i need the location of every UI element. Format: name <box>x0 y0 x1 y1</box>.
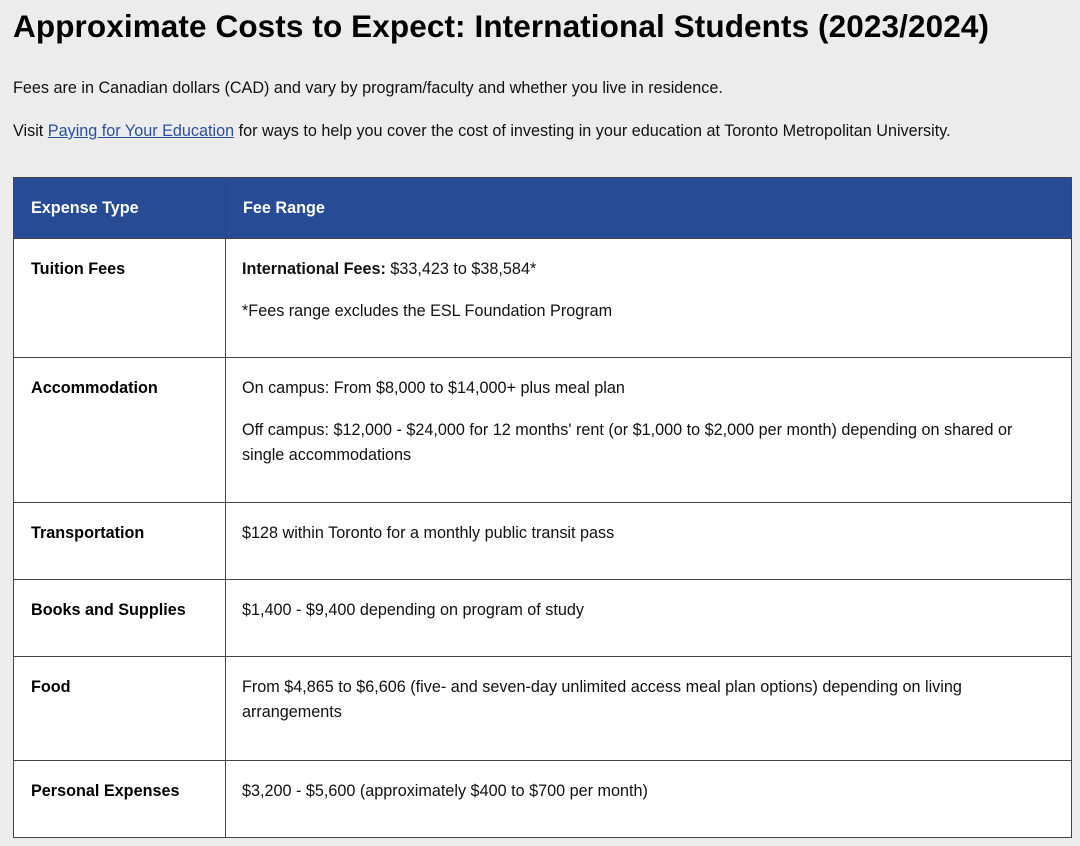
on-campus-line: On campus: From $8,000 to $14,000+ plus meal plan <box>242 379 625 397</box>
expense-type-cell: Accommodation <box>14 358 226 503</box>
intro-visit-note <box>13 121 951 141</box>
fee-range-cell <box>226 657 1072 761</box>
fee-range-cell <box>226 761 1072 838</box>
personal-expenses-line: $3,200 - $5,600 (approximately $400 to $700 per month) <box>242 782 648 800</box>
off-campus-line: Off campus: $12,000 - $24,000 for 12 months' rent (or $1,000 to $2,000 per month) depending on shared or single accommodations <box>242 421 1013 464</box>
expense-type-cell: Personal Expenses <box>14 761 226 838</box>
intro-fees-note: Fees are in Canadian dollars (CAD) and vary by program/faculty and whether you live in residence. <box>13 79 723 97</box>
intro-visit-prefix: Visit <box>13 122 48 140</box>
expense-type-cell: Tuition Fees <box>14 239 226 358</box>
page-title: Approximate Costs to Expect: International Students (2023/2024) <box>13 8 990 44</box>
food-line: From $4,865 to $6,606 (five- and seven-day unlimited access meal plan options) depending on living arrangements <box>242 678 962 721</box>
international-fees-value: $33,423 to $38,584* <box>385 260 537 278</box>
header-fee-range: Fee Range <box>226 178 1072 239</box>
expense-type-cell: Transportation <box>14 503 226 580</box>
costs-table <box>13 177 1072 838</box>
transportation-line: $128 within Toronto for a monthly public transit pass <box>242 524 615 542</box>
table-row <box>14 761 1072 838</box>
tuition-fees-note: *Fees range excludes the ESL Foundation Program <box>242 302 613 320</box>
table-row <box>14 580 1072 657</box>
paying-for-education-link[interactable]: Paying for Your Education <box>47 122 235 140</box>
expense-type-cell: Food <box>14 657 226 761</box>
fee-range-cell <box>226 358 1072 503</box>
table-row <box>14 657 1072 761</box>
intro-visit-suffix: for ways to help you cover the cost of investing in your education at Toronto Metropolitan University. <box>234 122 951 140</box>
fee-range-cell <box>226 239 1072 358</box>
table-header-row <box>14 178 1072 239</box>
table-row <box>14 358 1072 503</box>
fee-range-cell <box>226 503 1072 580</box>
expense-type-cell: Books and Supplies <box>14 580 226 657</box>
tuition-fees-line <box>242 257 1055 282</box>
table-row <box>14 239 1072 358</box>
header-expense-type: Expense Type <box>14 178 226 239</box>
table-row <box>14 503 1072 580</box>
books-supplies-line: $1,400 - $9,400 depending on program of study <box>242 601 584 619</box>
fee-range-cell <box>226 580 1072 657</box>
international-fees-label: International Fees: <box>242 260 386 278</box>
